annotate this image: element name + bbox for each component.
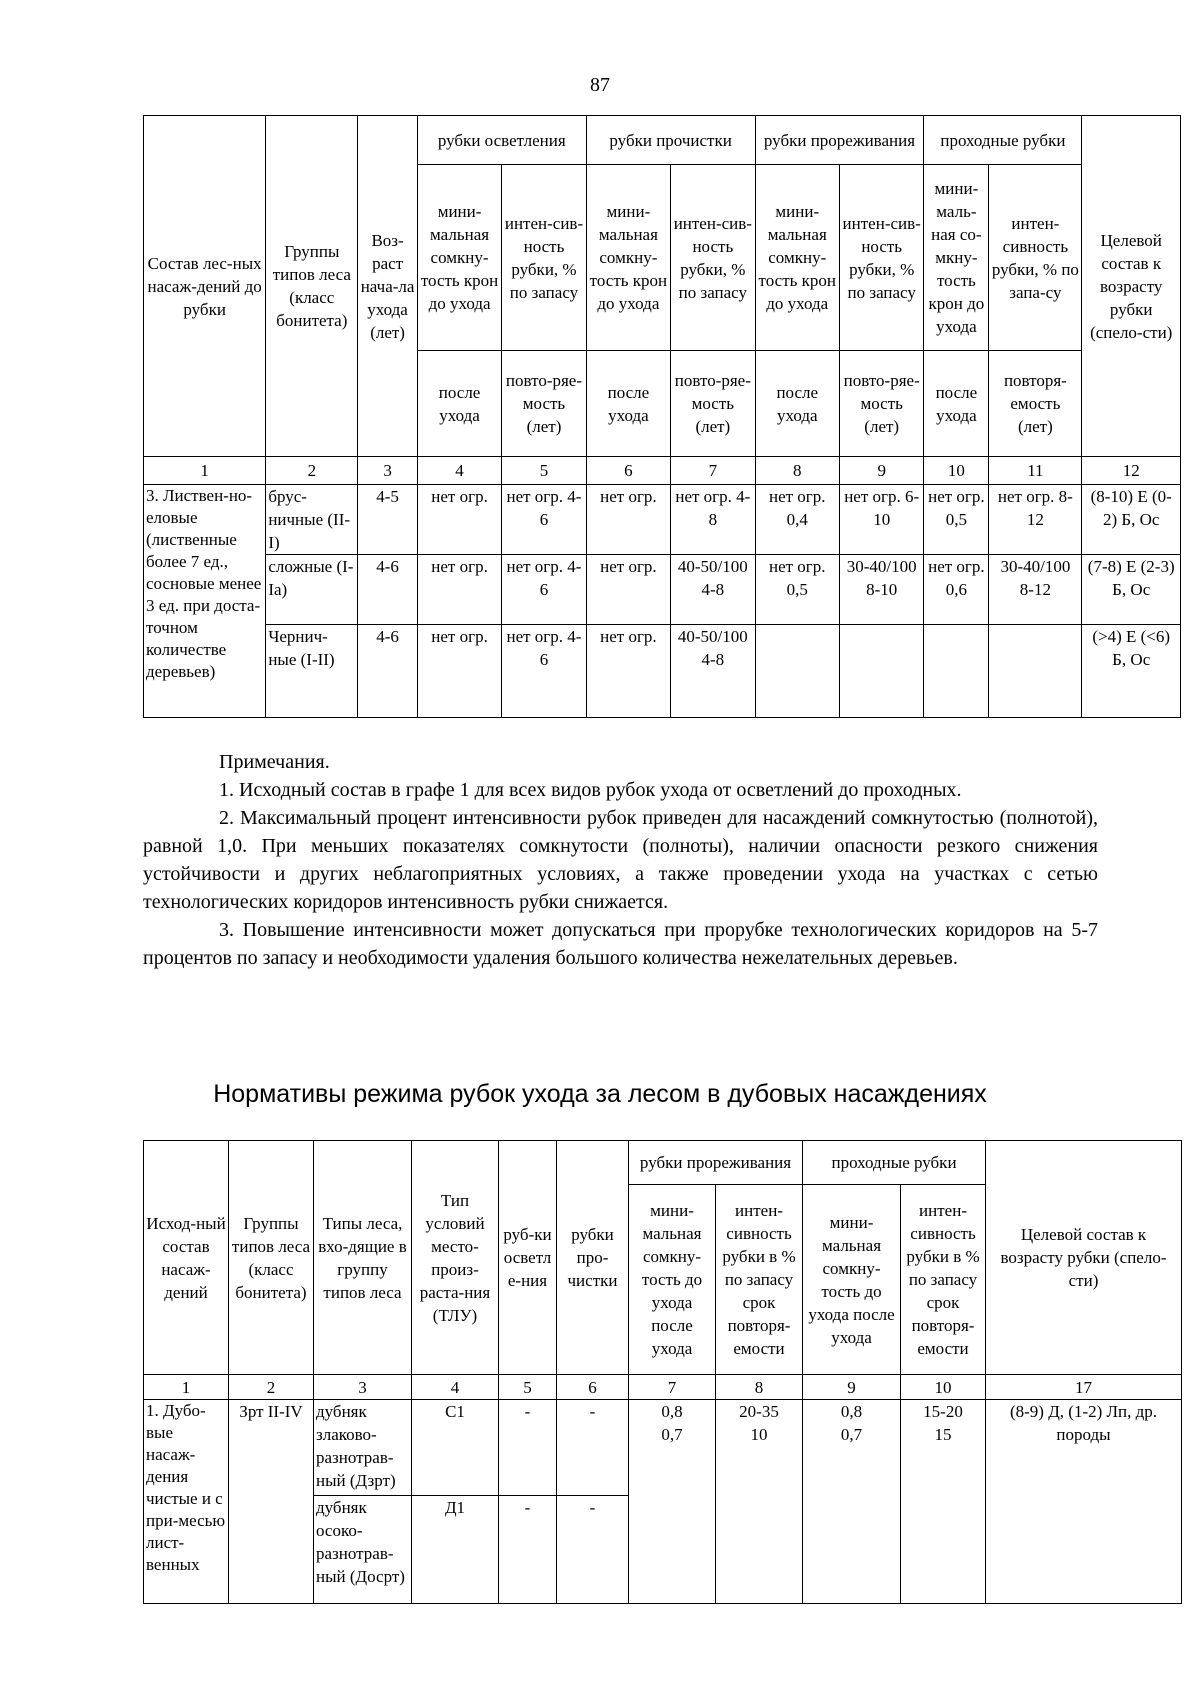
- col-number: 8: [755, 457, 839, 485]
- cell-target: (8-9) Д, (1-2) Лп, др. породы: [986, 1400, 1182, 1604]
- header-clearing: руб-ки осветле-ния: [499, 1141, 557, 1375]
- table-thinning-norms-spruce: [143, 115, 1181, 718]
- cell-value-before: 0,8: [661, 1402, 683, 1421]
- table-row: [144, 555, 1181, 625]
- cell-value: [803, 1400, 901, 1604]
- header-group-thinning: рубки прореживания: [755, 116, 924, 165]
- table-row: [144, 1400, 1182, 1496]
- cell-value: нет огр.: [586, 555, 670, 625]
- col-number: 9: [839, 457, 923, 485]
- col-number: 1: [144, 1375, 229, 1400]
- cell-initial: 1. Дубо-вые насаж-дения чистые и с при-месью лист-венных: [144, 1400, 229, 1604]
- cell-value-intensity: 15-20: [923, 1402, 963, 1421]
- header-after: после ухода: [586, 351, 670, 457]
- header-types: Типы леса, вхо-дящие в группу типов леса: [314, 1141, 412, 1375]
- col-number: 3: [358, 457, 418, 485]
- col-number: 6: [557, 1375, 629, 1400]
- header-group-passage: проходные рубки: [803, 1141, 986, 1185]
- col-number: 2: [229, 1375, 314, 1400]
- header-min-density-passage: мини-маль-ная со-мкну-тость крон до ухода: [924, 165, 989, 351]
- cell-value-after: 0,7: [661, 1425, 683, 1444]
- col-number: 4: [417, 457, 501, 485]
- col-number: 10: [901, 1375, 986, 1400]
- col-number: 5: [499, 1375, 557, 1400]
- cell-value: [716, 1400, 803, 1604]
- header-initial: Исход-ный состав насаж-дений: [144, 1141, 229, 1375]
- cell-group: Чернич-ные (I-II): [266, 625, 358, 718]
- header-min-density: мини-мальная сомкну-тость крон до ухода: [586, 165, 670, 351]
- col-number: 6: [586, 457, 670, 485]
- cell-value: нет огр.: [417, 485, 501, 555]
- col-number: 12: [1082, 457, 1181, 485]
- cell-type: дубняк злаково-разнотрав-ный (Дзрт): [314, 1400, 412, 1496]
- cell-value-before: 0,8: [840, 1402, 863, 1421]
- cell-clearing: -: [499, 1400, 557, 1496]
- cell-composition: 3. Листвен-но-еловые (лиственные более 7 ед., сосновые менее 3 ед. при доста-точном количестве деревьев): [144, 485, 266, 718]
- cell-value: 30-40/100 8-12: [989, 555, 1082, 625]
- cell-value: [901, 1400, 986, 1604]
- cell-target: (>4) Е (<6) Б, Ос: [1082, 625, 1181, 718]
- cell-value: 30-40/100 8-10: [839, 555, 923, 625]
- cell-value: [755, 625, 839, 718]
- col-number: 7: [629, 1375, 716, 1400]
- cell-value: нет огр.: [417, 625, 501, 718]
- cell-value: нет огр.: [586, 625, 670, 718]
- cell-value: нет огр. 4-6: [502, 625, 586, 718]
- table-row: [144, 485, 1181, 555]
- notes: [143, 748, 1098, 972]
- cell-value: [839, 625, 923, 718]
- section-title: Нормативы режима рубок ухода за лесом в дубовых насаждениях: [213, 1080, 987, 1108]
- col-number: 11: [989, 457, 1082, 485]
- header-intensity: интен-сивность рубки в % по запасу срок повторя-емости: [716, 1185, 803, 1375]
- table-row: [144, 625, 1181, 718]
- header-repeat-passage: повторя-емость (лет): [989, 351, 1082, 457]
- cell-value: нет огр. 0,4: [755, 485, 839, 555]
- cell-value-after: 0,7: [840, 1425, 863, 1444]
- col-number: 9: [803, 1375, 901, 1400]
- col-number: 5: [502, 457, 586, 485]
- cell-value: [989, 625, 1082, 718]
- cell-age: 4-6: [358, 625, 418, 718]
- cell-target: (7-8) Е (2-3) Б, Ос: [1082, 555, 1181, 625]
- header-composition: Состав лес-ных насаж-дений до рубки: [144, 116, 266, 457]
- cell-tlu: Д1: [412, 1496, 499, 1604]
- cell-value: нет огр. 0,5: [924, 485, 989, 555]
- cell-value: нет огр. 0,5: [755, 555, 839, 625]
- header-min: мини-мальная сомкну-тость до ухода после ухода: [803, 1185, 901, 1375]
- cell-value-intensity: 20-35: [739, 1402, 779, 1421]
- cell-group: брус-ничные (II-I): [266, 485, 358, 555]
- table-thinning-norms-oak: [143, 1140, 1182, 1604]
- cell-value: нет огр. 0,6: [924, 555, 989, 625]
- header-group-thinning: рубки прореживания: [629, 1141, 803, 1185]
- note-item: 2. Максимальный процент интенсивности рубок приведен для насаждений сомкнутостью (полнотой), равной 1,0. При меньших показателях сомкнутости (полноты), наличии опасности резкого снижения устойчивости и других неблагоприятных условиях, а также проведении ухода на участках с сетью технологических коридоров интенсивность рубки снижается.: [143, 807, 1098, 913]
- header-tlu: Тип условий место-произ-раста-ния (ТЛУ): [412, 1141, 499, 1375]
- cell-target: (8-10) Е (0-2) Б, Ос: [1082, 485, 1181, 555]
- note-item: 1. Исходный состав в графе 1 для всех видов рубок ухода от осветлений до проходных.: [219, 779, 962, 801]
- cell-value-repeat: 10: [750, 1425, 768, 1444]
- note-item: 3. Повышение интенсивности может допускаться при прорубке технологических коридоров на 5-7 процентов по запасу и необходимости удаления большого количества нежелательных деревьев.: [143, 919, 1098, 969]
- cell-type: дубняк осоко-разнотрав-ный (Досрт): [314, 1496, 412, 1604]
- col-number: 1: [144, 457, 266, 485]
- cell-value-repeat: 15: [934, 1425, 952, 1444]
- col-number: 10: [924, 457, 989, 485]
- header-group-clearing: рубки осветления: [417, 116, 586, 165]
- cell-clearing: -: [499, 1496, 557, 1604]
- header-intensity: интен-сив-ность рубки, % по запасу: [671, 165, 755, 351]
- cell-value: 40-50/100 4-8: [671, 555, 755, 625]
- header-target-composition: Целевой состав к возрасту рубки (спело-сти): [1082, 116, 1181, 457]
- col-number: 4: [412, 1375, 499, 1400]
- cell-group: Зрт II-IV: [229, 1400, 314, 1604]
- cell-cleaning: -: [557, 1400, 629, 1496]
- cell-group: сложные (I-Ia): [266, 555, 358, 625]
- header-after: после ухода: [417, 351, 501, 457]
- cell-value: нет огр. 4-6: [502, 485, 586, 555]
- header-group-cleaning: рубки прочистки: [586, 116, 755, 165]
- header-groups: Группы типов леса (класс бонитета): [229, 1141, 314, 1375]
- header-forest-type-groups: Группы типов леса (класс бонитета): [266, 116, 358, 457]
- col-number: 7: [671, 457, 755, 485]
- notes-heading: Примечания.: [219, 751, 330, 773]
- col-number: 2: [266, 457, 358, 485]
- page-number: 87: [590, 74, 610, 96]
- cell-age: 4-6: [358, 555, 418, 625]
- header-repeat: повто-ряе-мость (лет): [671, 351, 755, 457]
- cell-value: нет огр.: [417, 555, 501, 625]
- cell-value: нет огр.: [586, 485, 670, 555]
- cell-value: нет огр. 6-10: [839, 485, 923, 555]
- header-intensity: интен-сивность рубки в % по запасу срок повторя-емости: [901, 1185, 986, 1375]
- header-cleaning: рубки про-чистки: [557, 1141, 629, 1375]
- cell-cleaning: -: [557, 1496, 629, 1604]
- header-intensity: интен-сив-ность рубки, % по запасу: [839, 165, 923, 351]
- header-after: после ухода: [755, 351, 839, 457]
- cell-tlu: С1: [412, 1400, 499, 1496]
- cell-value: нет огр. 8-12: [989, 485, 1082, 555]
- col-number: 8: [716, 1375, 803, 1400]
- cell-value: [924, 625, 989, 718]
- header-min-density: мини-мальная сомкну-тость крон до ухода: [755, 165, 839, 351]
- header-intensity-passage: интен-сивность рубки, % по запа-су: [989, 165, 1082, 351]
- cell-age: 4-5: [358, 485, 418, 555]
- header-intensity: интен-сив-ность рубки, % по запасу: [502, 165, 586, 351]
- header-repeat: повто-ряе-мость (лет): [839, 351, 923, 457]
- header-min-density: мини-мальная сомкну-тость крон до ухода: [417, 165, 501, 351]
- header-start-age: Воз-раст нача-ла ухода (лет): [358, 116, 418, 457]
- header-min: мини-мальная сомкну-тость до ухода после ухода: [629, 1185, 716, 1375]
- header-repeat: повто-ряе-мость (лет): [502, 351, 586, 457]
- col-number: 17: [986, 1375, 1182, 1400]
- col-number: 3: [314, 1375, 412, 1400]
- cell-value: нет огр. 4-8: [671, 485, 755, 555]
- header-target: Целевой состав к возрасту рубки (спело-сти): [986, 1141, 1182, 1375]
- header-after: после ухода: [924, 351, 989, 457]
- cell-value: 40-50/100 4-8: [671, 625, 755, 718]
- cell-value: нет огр. 4-6: [502, 555, 586, 625]
- header-group-passage: проходные рубки: [924, 116, 1082, 165]
- cell-value: [629, 1400, 716, 1604]
